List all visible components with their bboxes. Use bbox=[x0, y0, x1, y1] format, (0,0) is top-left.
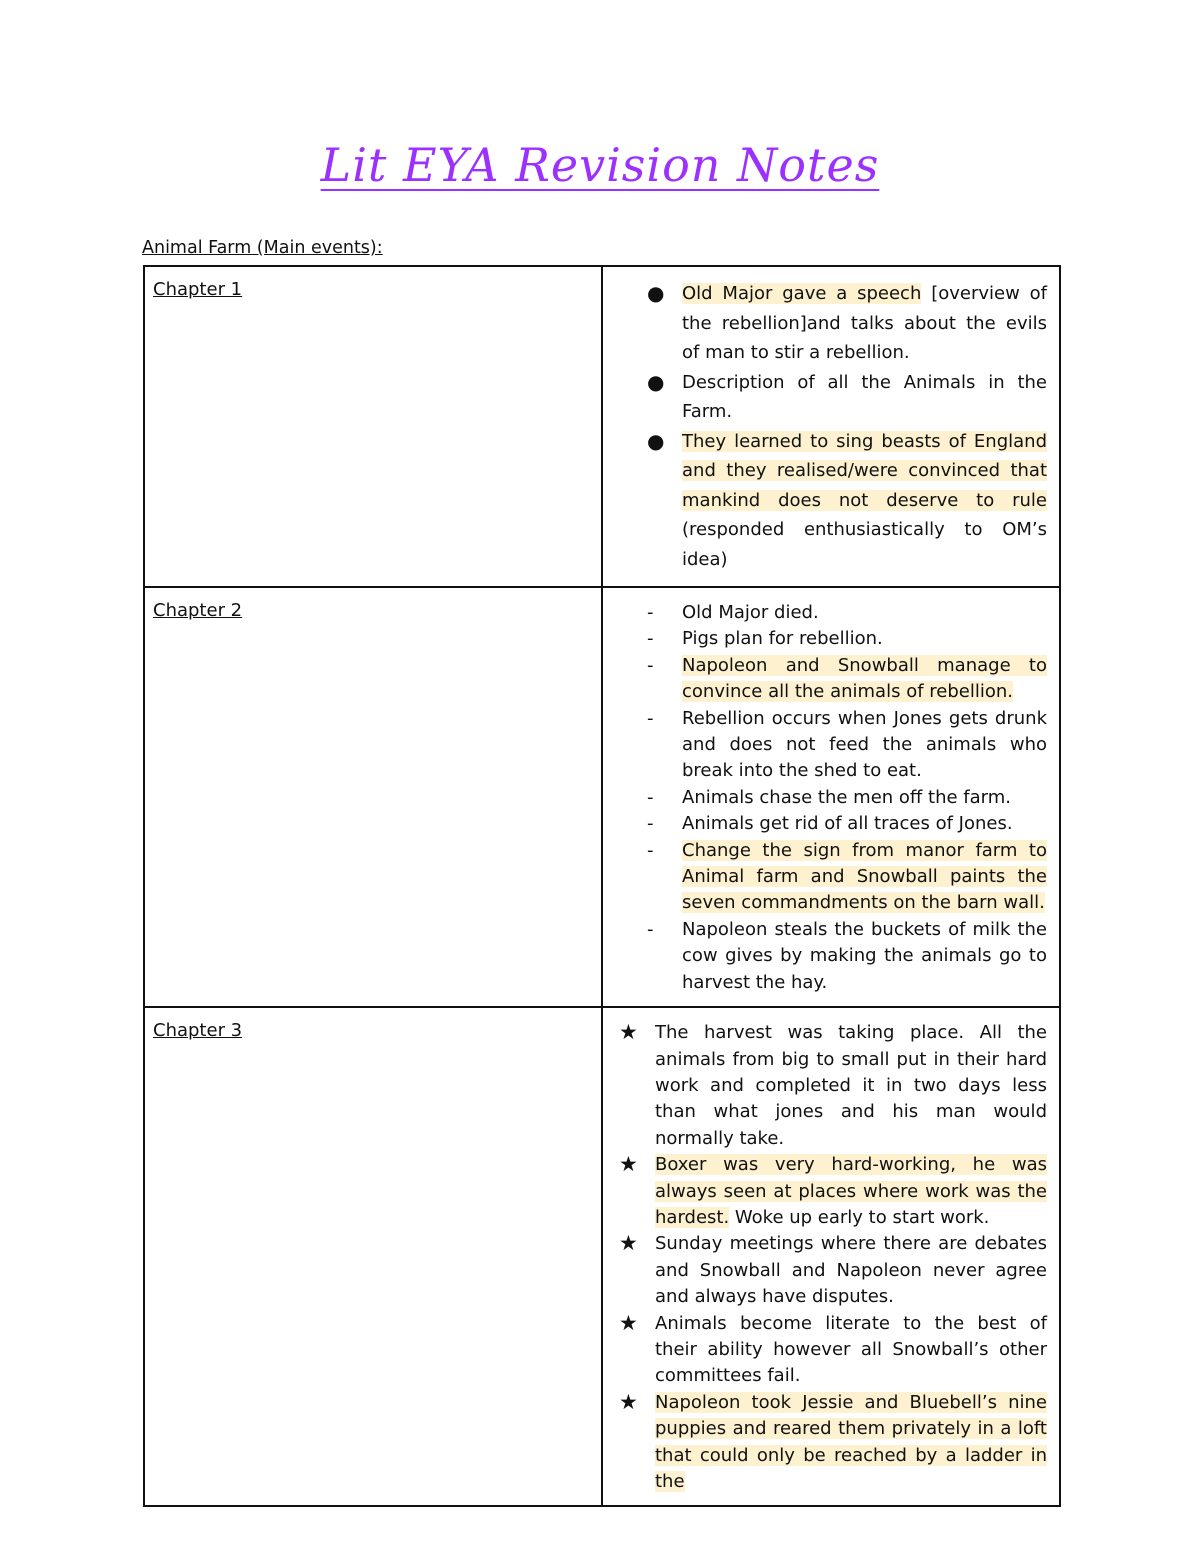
dot-bullet-icon: ● bbox=[647, 369, 665, 394]
dash-bullet-icon: - bbox=[647, 839, 654, 861]
star-bullet-icon: ★ bbox=[619, 1389, 638, 1414]
events-cell bbox=[602, 587, 1060, 1007]
highlighted-text: They learned to sing beasts of England and they realised/were convinced that mankind does not deserve to rule bbox=[682, 430, 1047, 511]
dot-bullet-icon: ● bbox=[647, 428, 665, 453]
list-item bbox=[603, 785, 1047, 811]
list-item bbox=[603, 600, 1047, 626]
list-item bbox=[603, 653, 1047, 706]
event-text: Rebellion occurs when Jones gets drunk and does not feed the animals who break into the shed to eat. bbox=[682, 707, 1047, 782]
star-bullet-icon: ★ bbox=[619, 1152, 638, 1177]
list-item bbox=[603, 626, 1047, 652]
page-title: Lit EYA Revision Notes bbox=[320, 138, 880, 192]
chapter-label: Chapter 3 bbox=[153, 1020, 243, 1042]
table-row bbox=[144, 266, 1060, 587]
table-row bbox=[144, 587, 1060, 1007]
dash-bullet-icon: - bbox=[647, 602, 654, 623]
highlighted-text: Old Major gave a speech bbox=[682, 283, 922, 304]
chapter-label: Chapter 2 bbox=[153, 600, 243, 621]
highlighted-text: Boxer was very hard-working, he was always seen at places where work was the hardest. bbox=[655, 1154, 1047, 1228]
list-item bbox=[603, 1311, 1047, 1390]
list-item bbox=[603, 838, 1047, 917]
dot-bullet-icon: ● bbox=[647, 281, 665, 305]
list-item bbox=[603, 811, 1047, 837]
dash-bullet-icon: - bbox=[647, 654, 654, 676]
event-list bbox=[603, 1020, 1047, 1495]
list-item bbox=[603, 706, 1047, 785]
event-text: Old Major died. bbox=[682, 602, 819, 623]
table-row bbox=[144, 1007, 1060, 1506]
list-item bbox=[603, 1390, 1047, 1496]
list-item bbox=[603, 1231, 1047, 1310]
dash-bullet-icon: - bbox=[647, 707, 654, 729]
events-cell bbox=[602, 266, 1060, 587]
event-text: Animals chase the men off the farm. bbox=[682, 786, 1012, 808]
dash-bullet-icon: - bbox=[647, 786, 654, 808]
list-item bbox=[603, 427, 1047, 575]
star-bullet-icon: ★ bbox=[619, 1231, 638, 1256]
chapter-cell bbox=[144, 587, 602, 1007]
list-item bbox=[603, 1020, 1047, 1152]
event-text: Woke up early to start work. bbox=[729, 1206, 990, 1228]
dash-bullet-icon: - bbox=[647, 628, 654, 650]
chapter-cell bbox=[144, 266, 602, 587]
star-bullet-icon: ★ bbox=[619, 1310, 638, 1335]
highlighted-text: Napoleon and Snowball manage to convince all the animals of rebellion. bbox=[682, 654, 1047, 703]
event-text: The harvest was taking place. All the animals from big to small put in their hard work and completed it in two days less than what jones and his man would normally take. bbox=[655, 1022, 1047, 1149]
dash-bullet-icon: - bbox=[647, 813, 654, 835]
list-item bbox=[603, 368, 1047, 427]
event-text: Animals get rid of all traces of Jones. bbox=[682, 813, 1013, 835]
event-text: [overview of the rebellion]and talks about the evils of man to stir a rebellion. bbox=[682, 283, 1047, 363]
event-list bbox=[603, 600, 1047, 996]
events-cell bbox=[602, 1007, 1060, 1506]
list-item bbox=[603, 279, 1047, 368]
event-text: Napoleon steals the buckets of milk the cow gives by making the animals go to harvest the hay. bbox=[682, 918, 1047, 993]
chapter-cell bbox=[144, 1007, 602, 1506]
list-item bbox=[603, 1152, 1047, 1231]
star-bullet-icon: ★ bbox=[619, 1020, 638, 1045]
list-item bbox=[603, 917, 1047, 996]
highlighted-text: Napoleon took Jessie and Bluebell’s nine puppies and reared them privately in a loft that could only be reached by a ladder in the bbox=[655, 1391, 1047, 1492]
event-text: Animals become literate to the best of their ability however all Snowball’s other committees fail. bbox=[655, 1312, 1047, 1387]
event-list bbox=[603, 279, 1047, 574]
events-table bbox=[143, 265, 1061, 1507]
event-text: Description of all the Animals in the Farm. bbox=[682, 371, 1047, 422]
section-heading: Animal Farm (Main events): bbox=[142, 238, 383, 258]
event-text: (responded enthusiastically to OM’s idea) bbox=[682, 519, 1047, 570]
dash-bullet-icon: - bbox=[647, 918, 654, 940]
event-text: Sunday meetings where there are debates and Snowball and Napoleon never agree and always have disputes. bbox=[655, 1233, 1047, 1308]
highlighted-text: Change the sign from manor farm to Animal farm and Snowball paints the seven commandments on the barn wall. bbox=[682, 839, 1047, 914]
chapter-label: Chapter 1 bbox=[153, 279, 243, 300]
event-text: Pigs plan for rebellion. bbox=[682, 628, 883, 650]
